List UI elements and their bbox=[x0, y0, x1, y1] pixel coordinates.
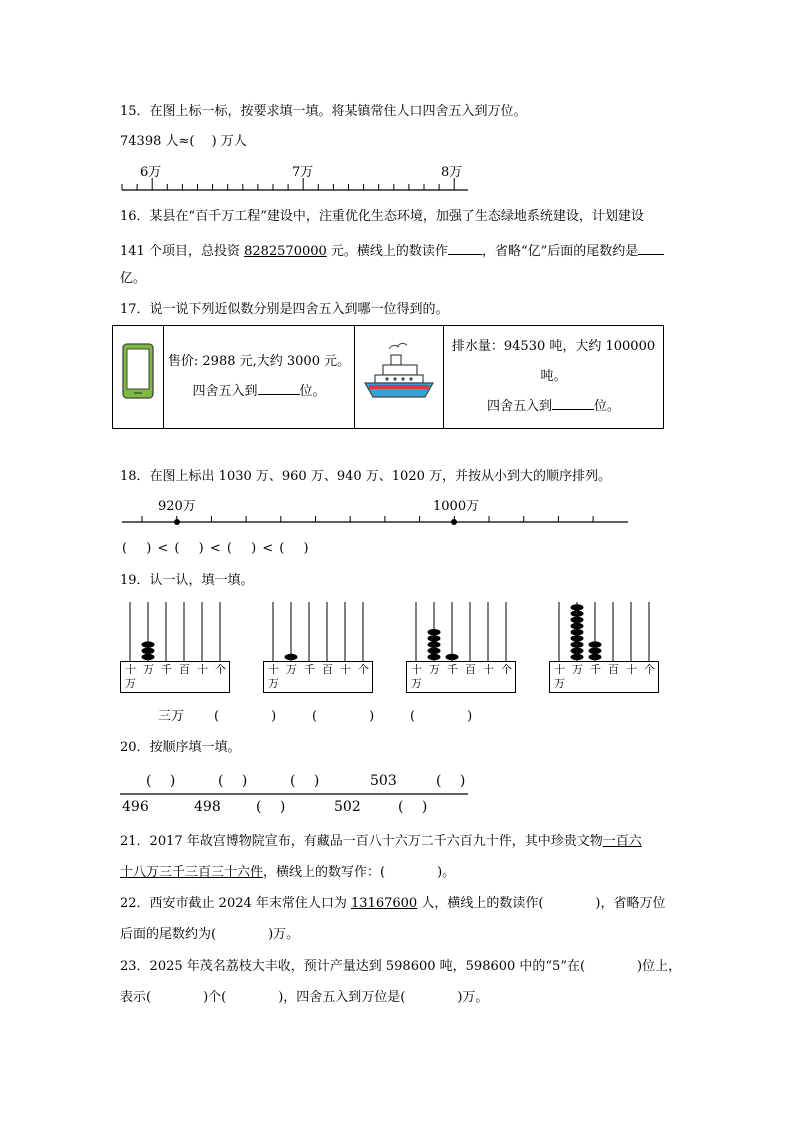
q23-line2: 表示( )个( )，四舍五入到万位是( )万。 bbox=[120, 990, 489, 1005]
abacus-bead bbox=[589, 648, 602, 654]
abacus-place-label: 百 bbox=[322, 663, 333, 676]
abacus-place-label: 万 bbox=[572, 663, 583, 676]
abacus-place-label: 十 bbox=[268, 663, 279, 676]
q16-blank-read[interactable] bbox=[448, 240, 482, 255]
q20-top[interactable]: ( ) bbox=[436, 773, 466, 789]
ship-line1: 排水量：94530 吨，大约 100000 bbox=[451, 339, 656, 354]
q15-answer: 74398 人≈( ) 万人 bbox=[120, 134, 247, 149]
q21-line2: 十八万三千三百三十六件，横线上的数写作：( )。 bbox=[120, 865, 456, 880]
abacus-wan-label: 万 bbox=[554, 677, 565, 690]
q15-tick-label: 7万 bbox=[292, 165, 314, 180]
q16-line1: 16．某县在“百千万工程”建设中，注重优化生态环境，加强了生态绿地系统建设，计划建设 bbox=[120, 209, 644, 224]
abacus-bead bbox=[142, 648, 155, 654]
abacus-wan-label: 万 bbox=[125, 677, 136, 690]
q17-text: 17．说一说下列近似数分别是四舍五入到哪一位得到的。 bbox=[120, 302, 449, 317]
q22-line1: 22．西安市截止 2024 年末常住人口为 13167600 人，横线上的数读作( )，省略万位 bbox=[120, 896, 666, 911]
ship-text-cell bbox=[444, 326, 664, 429]
phone-cell bbox=[113, 326, 164, 429]
abacus bbox=[406, 600, 518, 692]
abacus-place-label: 个 bbox=[644, 663, 655, 676]
q18-number-line bbox=[118, 496, 630, 530]
q21-line1: 21．2017 年故宫博物院宣布，有藏品一百八十六万二千六百九十件，其中珍贵文物一百六 bbox=[120, 834, 642, 849]
abacus-bead bbox=[589, 641, 602, 647]
abacus-bead bbox=[571, 604, 584, 610]
q18-label: 1000万 bbox=[433, 499, 480, 514]
abacus-place-label: 千 bbox=[590, 663, 601, 676]
abacus bbox=[263, 600, 375, 692]
abacus-bead bbox=[142, 654, 155, 660]
q20-top[interactable]: ( ) bbox=[146, 773, 176, 789]
abacus-bead bbox=[589, 654, 602, 660]
q16-blank-approx[interactable] bbox=[638, 240, 664, 255]
abacus-bead bbox=[571, 641, 584, 647]
abacus bbox=[120, 600, 232, 692]
abacus-place-label: 十 bbox=[554, 663, 565, 676]
ship-cell bbox=[355, 326, 444, 429]
q20-top[interactable]: ( ) bbox=[218, 773, 248, 789]
abacus-bead bbox=[571, 629, 584, 635]
abacus-place-label: 十 bbox=[340, 663, 351, 676]
abacus-place-label: 千 bbox=[304, 663, 315, 676]
abacus-place-label: 十 bbox=[626, 663, 637, 676]
q23-line1: 23．2025 年茂名荔枝大丰收，预计产量达到 598600 吨，598600 中的“5”在( )位上， bbox=[120, 959, 682, 974]
abacus-bead bbox=[571, 610, 584, 616]
abacus-bead bbox=[428, 629, 441, 635]
q20-text: 20．按顺序填一填。 bbox=[120, 740, 241, 755]
abacus-bead bbox=[571, 648, 584, 654]
q18-text: 18．在图上标出 1030 万、960 万、940 万、1020 万，并按从小到大的顺序排列。 bbox=[120, 469, 611, 484]
q17-table bbox=[112, 325, 664, 429]
q18-order: ( ) < ( ) < ( ) < ( ) bbox=[122, 541, 309, 556]
q19-answer[interactable]: ( ) bbox=[410, 709, 473, 724]
abacus-bead bbox=[285, 654, 298, 660]
q16-number: 8282570000 bbox=[244, 244, 327, 259]
q19-text: 19．认一认，填一填。 bbox=[120, 573, 254, 588]
abacus-place-label: 万 bbox=[429, 663, 440, 676]
abacus-place-label: 个 bbox=[215, 663, 226, 676]
abacus-place-label: 百 bbox=[608, 663, 619, 676]
q15-number-line bbox=[118, 160, 470, 196]
abacus-place-label: 十 bbox=[197, 663, 208, 676]
abacus-place-label: 十 bbox=[483, 663, 494, 676]
q15-tick-label: 8万 bbox=[441, 165, 463, 180]
q19-answer: 三万 bbox=[158, 709, 185, 724]
q22-line2: 后面的尾数约为( )万。 bbox=[120, 927, 300, 942]
q20-bottom: 502 bbox=[334, 799, 361, 815]
abacus-bead bbox=[428, 641, 441, 647]
abacus-place-label: 万 bbox=[143, 663, 154, 676]
abacus bbox=[549, 600, 661, 692]
abacus-wan-label: 万 bbox=[268, 677, 279, 690]
abacus-bead bbox=[571, 635, 584, 641]
abacus-bead bbox=[571, 654, 584, 660]
phone-price: 售价: 2988 元,大约 3000 元。 bbox=[167, 354, 351, 369]
abacus-bead bbox=[142, 641, 155, 647]
abacus-wan-label: 万 bbox=[411, 677, 422, 690]
q18-label: 920万 bbox=[158, 499, 196, 514]
q16-line3: 亿。 bbox=[120, 271, 147, 286]
q20-bottom: 496 bbox=[122, 799, 149, 815]
abacus-place-label: 百 bbox=[465, 663, 476, 676]
ship-line2: 吨。 bbox=[540, 369, 567, 384]
q20-bottom: 498 bbox=[194, 799, 221, 815]
ship-icon bbox=[361, 341, 437, 401]
q15-text: 15．在图上标一标，按要求填一填。将某镇常住人口四舍五入到万位。 bbox=[120, 104, 527, 119]
q20-top: 503 bbox=[370, 773, 397, 789]
ship-round: 四舍五入到 位。 bbox=[444, 392, 663, 422]
q19-answer[interactable]: ( ) bbox=[312, 709, 375, 724]
abacus-bead bbox=[571, 617, 584, 623]
abacus-place-label: 千 bbox=[161, 663, 172, 676]
phone-text-cell bbox=[164, 326, 355, 429]
abacus-bead bbox=[428, 648, 441, 654]
abacus-place-label: 千 bbox=[447, 663, 458, 676]
abacus-bead bbox=[428, 635, 441, 641]
q15-tick-label: 6万 bbox=[140, 165, 162, 180]
abacus-place-label: 百 bbox=[179, 663, 190, 676]
ship-blank[interactable] bbox=[552, 395, 594, 410]
abacus-place-label: 个 bbox=[358, 663, 369, 676]
q20-top[interactable]: ( ) bbox=[290, 773, 320, 789]
q20-bottom[interactable]: ( ) bbox=[398, 799, 428, 815]
abacus-bead bbox=[571, 623, 584, 629]
q16-line2: 141 个项目，总投资 8282570000 元。横线上的数读作 ，省略“亿”后面的尾数约是 bbox=[120, 240, 664, 261]
phone-blank[interactable] bbox=[258, 380, 300, 395]
abacus-place-label: 十 bbox=[125, 663, 136, 676]
abacus-place-label: 万 bbox=[286, 663, 297, 676]
abacus-place-label: 个 bbox=[501, 663, 512, 676]
phone-round: 四舍五入到 位。 bbox=[164, 377, 354, 407]
abacus-bead bbox=[428, 654, 441, 660]
abacus-bead bbox=[446, 654, 459, 660]
q20-bottom[interactable]: ( ) bbox=[256, 799, 286, 815]
q19-answer[interactable]: ( ) bbox=[214, 709, 277, 724]
abacus-place-label: 十 bbox=[411, 663, 422, 676]
phone-icon bbox=[121, 342, 155, 400]
